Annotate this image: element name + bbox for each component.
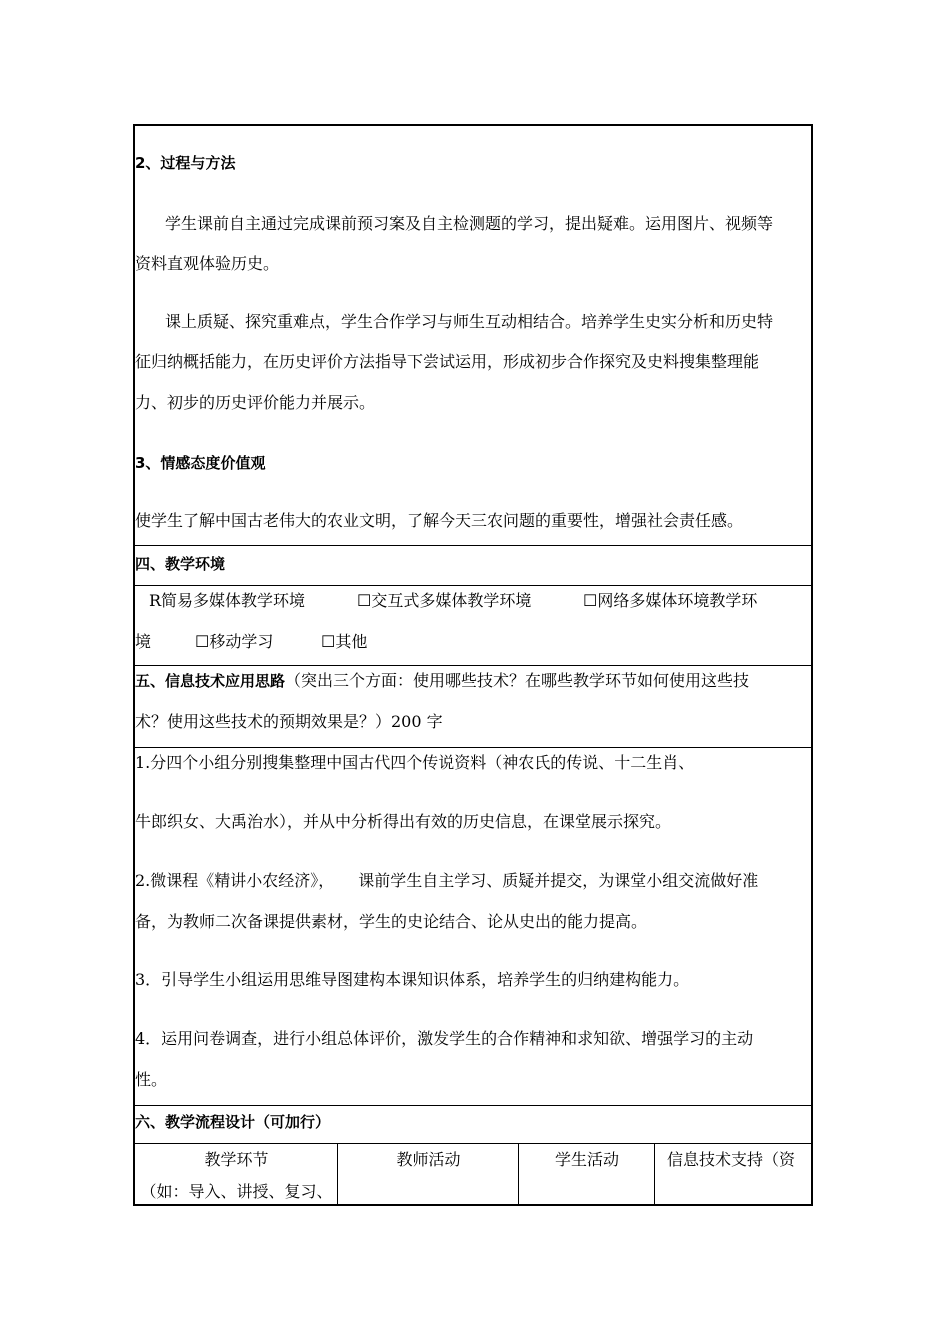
it-item-1-line-2: 牛郎织女、大禹治水），并从中分析得出有效的历史信息，在课堂展示探究。 — [135, 812, 672, 831]
objectives-cell — [135, 126, 811, 546]
it-heading-line-1 — [135, 671, 749, 691]
flow-heading: 六、教学流程设计（可加行） — [135, 1113, 331, 1131]
emotion-text: 使学生了解中国古老伟大的农业文明，了解今天三农问题的重要性，增强社会责任感。 — [135, 511, 744, 530]
flow-col-it-support-label: 信息技术支持（资 — [667, 1150, 796, 1169]
process-heading: 2、过程与方法 — [135, 154, 236, 172]
environment-heading-cell — [135, 546, 811, 586]
it-heading-line-2: 术？使用这些技术的预期效果是？）200 字 — [135, 712, 443, 731]
it-item-2-line-2: 备，为教师二次备课提供素材，学生的史论结合、论从史出的能力提高。 — [135, 912, 648, 931]
it-item-4-line-2: 性。 — [135, 1070, 168, 1089]
emotion-heading: 3、情感态度价值观 — [135, 454, 266, 472]
flow-col-student-label: 学生活动 — [554, 1150, 619, 1169]
environment-heading: 四、教学环境 — [135, 555, 226, 573]
flow-col-teacher-label: 教师活动 — [396, 1150, 461, 1169]
option-interactive-multimedia[interactable]: ☐交互式多媒体教学环境 — [357, 591, 532, 610]
environment-options-cell — [135, 586, 811, 666]
it-item-3: 3．引导学生小组运用思维导图建构本课知识体系，培养学生的归纳建构能力。 — [135, 970, 690, 989]
flow-col-student — [519, 1144, 655, 1204]
flow-col-it-support — [655, 1144, 811, 1204]
process-paragraph-2-line-3: 力、初步的历史评价能力并展示。 — [135, 393, 376, 412]
flow-table-header-row — [135, 1144, 811, 1204]
flow-col-stage-line-1: 教学环节 — [204, 1150, 269, 1169]
it-heading-title: 五、信息技术应用思路 — [135, 672, 286, 690]
it-heading-cell — [135, 666, 811, 748]
process-paragraph-1-line-1: 学生课前自主通过完成课前预习案及自主检测题的学习，提出疑难。运用图片、视频等 — [165, 214, 774, 233]
flow-col-teacher — [338, 1144, 519, 1204]
flow-heading-cell — [135, 1106, 811, 1144]
flow-col-stage — [135, 1144, 338, 1204]
flow-col-stage-line-2: （如：导入、讲授、复习、 — [140, 1182, 333, 1201]
option-network-multimedia-cont: 境 — [135, 632, 152, 651]
it-item-4-line-1: 4．运用问卷调查，进行小组总体评价，激发学生的合作精神和求知欲、增强学习的主动 — [135, 1029, 754, 1048]
it-item-1-line-1: 1.分四个小组分别搜集整理中国古代四个传说资料（神农氏的传说、十二生肖、 — [135, 753, 695, 772]
it-content-cell — [135, 748, 811, 1106]
option-other[interactable]: ☐其他 — [321, 632, 368, 651]
process-paragraph-1-line-2: 资料直观体验历史。 — [135, 254, 280, 273]
option-simple-multimedia[interactable]: R简易多媒体教学环境 — [149, 591, 306, 610]
option-network-multimedia[interactable]: ☐网络多媒体环境教学环 — [583, 591, 758, 610]
process-paragraph-2-line-2: 征归纳概括能力，在历史评价方法指导下尝试运用，形成初步合作探究及史料搜集整理能 — [135, 352, 760, 371]
it-heading-note: （突出三个方面：使用哪些技术？在哪些教学环节如何使用这些技 — [285, 671, 750, 690]
lesson-plan-table — [133, 124, 813, 1206]
it-item-2-line-1: 2.微课程《精讲小农经济》， 课前学生自主学习、质疑并提交，为课堂小组交流做好准 — [135, 871, 759, 890]
option-mobile-learning[interactable]: ☐移动学习 — [195, 632, 274, 651]
process-paragraph-2-line-1: 课上质疑、探究重难点，学生合作学习与师生互动相结合。培养学生史实分析和历史特 — [165, 312, 774, 331]
